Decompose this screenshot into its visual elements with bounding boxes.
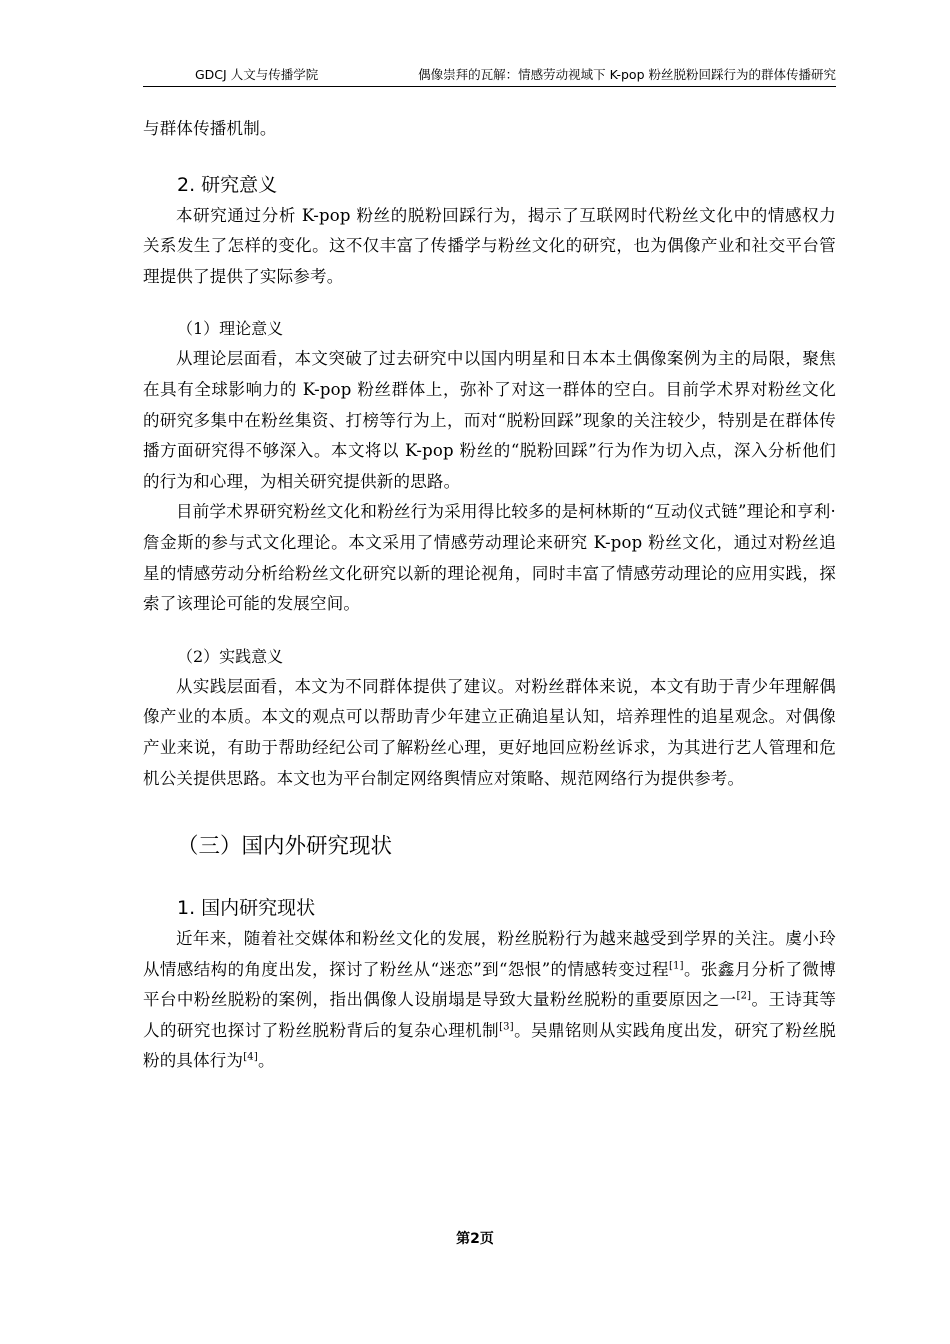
paragraph-practice: 从实践层面看，本文为不同群体提供了建议。对粉丝群体来说，本文有助于青少年理解偶像产业的本质。本文的观点可以帮助青少年建立正确追星认知，培养理性的追星观念。对偶像产业来说，有助于帮助经纪公司了解粉丝心理，更好地回应粉丝诉求，为其进行艺人管理和危机公关提供思路。本文也为平台制定网络舆情应对策略、规范网络行为提供参考。 <box>143 676 836 788</box>
page-number: 第2页 <box>456 1231 494 1247</box>
subheading-practical-significance: （2）实践意义 <box>177 646 284 666</box>
paragraph-theory-1: 从理论层面看，本文突破了过去研究中以国内明星和日本本土偶像案例为主的局限，聚焦在具有全球影响力的 K-pop 粉丝群体上，弥补了对这一群体的空白。目前学术界对粉丝文化的研究多集中在粉丝集资、打榜等行为上，而对“脱粉回踩”现象的关注较少，特别是在群体传播方面研究得不够深入。本文将以 K-pop 粉丝的“脱粉回踩”行为作为切入点，深入分析他们的行为和心理，为相关研究提供新的思路。 <box>143 349 836 491</box>
domestic-text-4: 。吴鼎铭则从实践角度出发，研究了粉丝脱粉的具体行为 <box>143 1020 836 1071</box>
page-body <box>143 114 836 1077</box>
header-institution: GDCJ 人文与传播学院 <box>195 67 319 82</box>
citation-4: [4] <box>243 1051 258 1063</box>
domestic-text-3: 。王诗萁等人的研究也探讨了粉丝脱粉背后的复杂心理机制 <box>143 990 837 1040</box>
subheading-theoretical-significance: （1）理论意义 <box>177 319 284 339</box>
paragraph-theory-2: 目前学术界研究粉丝文化和粉丝行为采用得比较多的是柯林斯的“互动仪式链”理论和亨利·詹金斯的参与式文化理论。本文采用了情感劳动理论来研究 K-pop 粉丝文化，通过对粉丝追星的情感劳动分析给粉丝文化研究以新的理论视角，同时丰富了情感劳动理论的应用实践，探索了该理论可能的发展空间。 <box>143 502 836 614</box>
header-paper-title: 偶像崇拜的瓦解：情感劳动视域下 K-pop 粉丝脱粉回踩行为的群体传播研究 <box>418 67 836 82</box>
domestic-text-2: 。张鑫月分析了微博平台中粉丝脱粉的案例，指出偶像人设崩塌是导致大量粉丝脱粉的重要原因之一 <box>143 959 836 1010</box>
page-header <box>143 66 836 87</box>
section-heading-research-significance: 2. 研究意义 <box>177 173 278 196</box>
citation-3: [3] <box>499 1021 514 1033</box>
continuation-text: 与群体传播机制。 <box>143 119 277 138</box>
section-heading-domestic-status: 1. 国内研究现状 <box>177 897 316 920</box>
domestic-text-1: 近年来，随着社交媒体和粉丝文化的发展，粉丝脱粉行为越来越受到学界的关注。虞小玲从情感结构的角度出发，探讨了粉丝从“迷恋”到“怨恨”的情感转变过程 <box>143 929 836 979</box>
paragraph-research-significance: 本研究通过分析 K-pop 粉丝的脱粉回踩行为，揭示了互联网时代粉丝文化中的情感权力关系发生了怎样的变化。这不仅丰富了传播学与粉丝文化的研究，也为偶像产业和社交平台管理提供了提供了实际参考。 <box>143 205 836 286</box>
domestic-text-5: 。 <box>257 1051 275 1071</box>
chapter-heading-research-status: （三）国内外研究现状 <box>177 834 393 860</box>
paragraph-domestic-status <box>143 924 836 1077</box>
citation-1: [1] <box>668 960 684 972</box>
citation-2: [2] <box>736 990 752 1002</box>
